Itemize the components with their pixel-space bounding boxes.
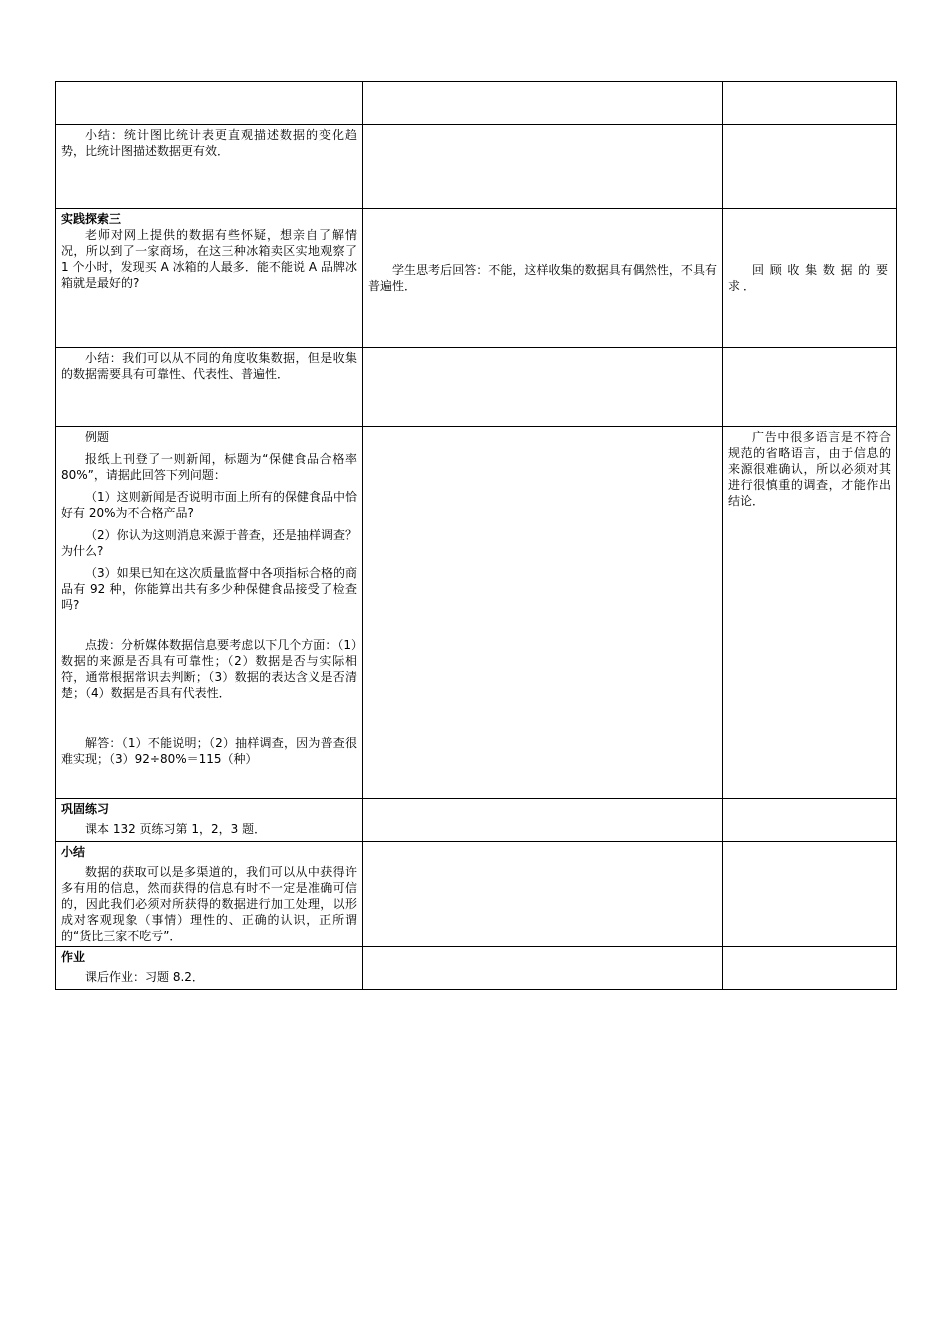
cell-empty [363,348,723,427]
practice-heading: 巩固练习 [61,802,110,816]
cell-empty [363,842,723,947]
cell-empty [363,125,723,209]
table-row-blank [56,82,897,125]
cell-empty [363,82,723,125]
homework-heading: 作业 [61,950,86,964]
example-hint: 点拨：分析媒体数据信息要考虑以下几个方面：（1）数据的来源是否具有可靠性；（2）数据是否与实际相符，通常根据常识去判断；（3）数据的表达含义是否清楚；（4）数据是否具有代表性． [61,638,357,700]
cell-empty [363,947,723,990]
cell-empty [723,125,897,209]
table-row-explore3 [56,209,897,348]
cell-intent [723,209,897,348]
explore3-heading: 实践探索三 [61,212,122,226]
table-row-example [56,427,897,799]
cell-empty [723,947,897,990]
table-row-practice [56,799,897,842]
cell-empty [723,348,897,427]
cell-content [56,209,363,348]
cell-empty [723,82,897,125]
example-question-1: （1）这则新闻是否说明市面上所有的保健食品中恰好有 20%为不合格产品? [61,490,357,520]
cell-empty [56,82,363,125]
homework-text: 课后作业：习题 8.2． [85,970,204,984]
cell-content [56,125,363,209]
table-row-summary3 [56,842,897,947]
cell-student [363,209,723,348]
example-question-3: （3）如果已知在这次质量监督中各项指标合格的商品有 92 种，你能算出共有多少种保健食品接受了检查吗? [61,566,357,612]
cell-intent [723,427,897,799]
table-row-summary1 [56,125,897,209]
example-answer: 解答：（1）不能说明；（2）抽样调查，因为普查很难实现；（3）92÷80%＝115（种） [61,736,357,766]
cell-content [56,348,363,427]
example-intro: 报纸上刊登了一则新闻，标题为“保健食品合格率 80%”，请据此回答下列问题： [61,452,357,482]
explore3-teacher-text: 老师对网上提供的数据有些怀疑，想亲自了解情况，所以到了一家商场，在这三种冰箱卖区实地观察了 1 个小时，发现买 A 冰箱的人最多．能不能说 A 品牌冰箱就是最好的? [61,228,357,290]
cell-content [56,799,363,842]
cell-empty [363,799,723,842]
table-row-homework [56,947,897,990]
cell-content [56,427,363,799]
summary2-text: 小结：我们可以从不同的角度收集数据，但是收集的数据需要具有可靠性、代表性、普遍性． [61,351,357,381]
example-title: 例题 [85,430,110,444]
cell-content [56,947,363,990]
cell-empty [363,427,723,799]
cell-empty [723,842,897,947]
explore3-intent-text: 回顾收集数据的要求． [728,263,891,293]
lesson-plan-table [55,81,897,990]
explore3-student-text: 学生思考后回答：不能，这样收集的数据具有偶然性，不具有普遍性． [368,263,717,293]
cell-content [56,842,363,947]
summary3-text: 数据的获取可以是多渠道的，我们可以从中获得许多有用的信息，然而获得的信息有时不一定是准确可信的，因此我们必须对所获得的数据进行加工处理，以形成对客观现象（事情）理性的、正确的认识，正所谓的“货比三家不吃亏”． [61,865,357,943]
example-question-2: （2）你认为这则消息来源于普查，还是抽样调查？为什么? [61,528,357,558]
table-row-summary2 [56,348,897,427]
example-intent-text: 广告中很多语言是不符合规范的省略语言，由于信息的来源很难确认，所以必须对其进行很慎重的调查，才能作出结论． [728,430,891,508]
summary1-text: 小结：统计图比统计表更直观描述数据的变化趋势，比统计图描述数据更有效． [61,128,357,158]
practice-text: 课本 132 页练习第 1，2，3 题． [85,822,267,836]
summary3-heading: 小结 [61,845,86,859]
cell-empty [723,799,897,842]
